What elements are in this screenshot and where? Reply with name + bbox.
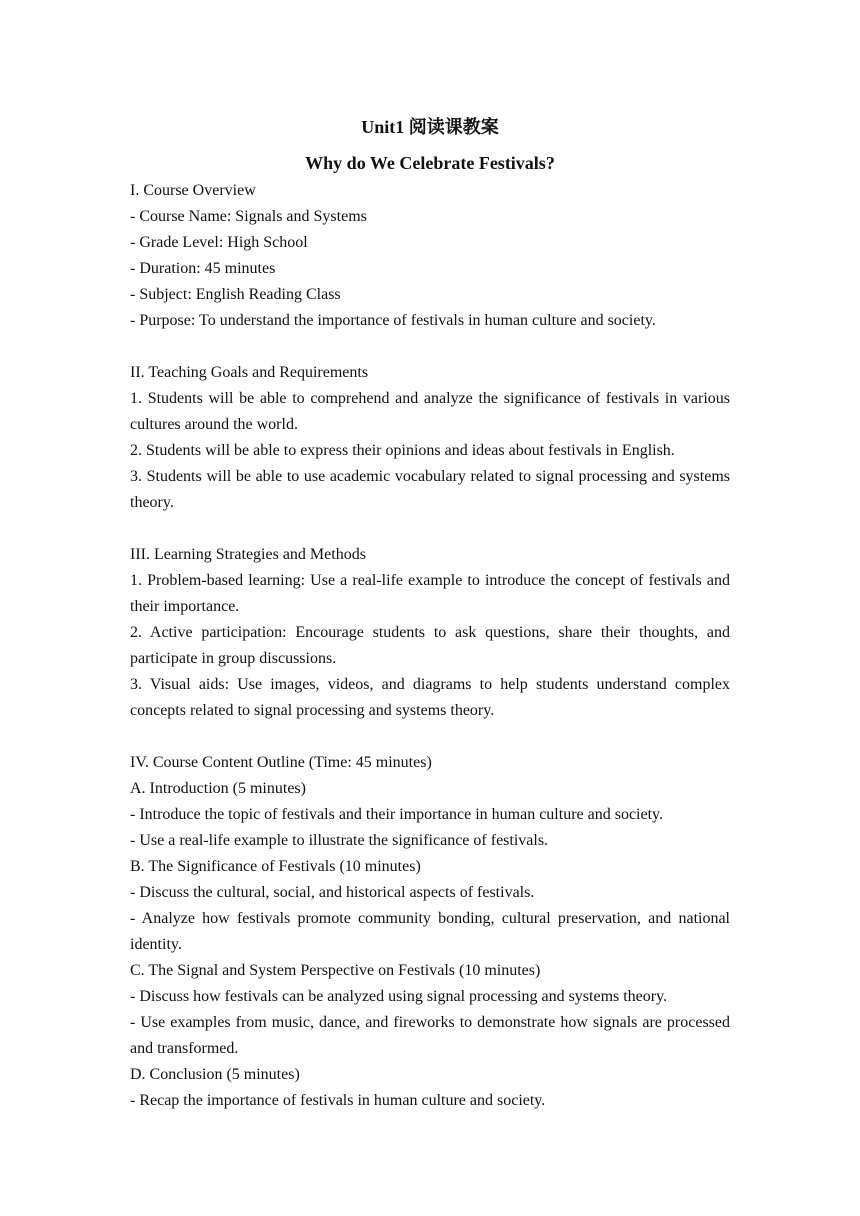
- section-heading: I. Course Overview: [130, 182, 256, 199]
- section-course-content-outline: [130, 750, 730, 1114]
- paragraph-spacer: [130, 724, 730, 750]
- section-line: - Discuss how festivals can be analyzed using signal processing and systems theory.: [130, 988, 668, 1005]
- document-title: Unit1 阅读课教案: [361, 117, 499, 137]
- section-line: D. Conclusion (5 minutes): [130, 1066, 300, 1083]
- section-line: - Introduce the topic of festivals and their importance in human culture and society.: [130, 806, 664, 823]
- paragraph-spacer: [130, 334, 730, 360]
- section-line: 2. Active participation: Encourage students to ask questions, share their thoughts, and participate in group discussions.: [130, 624, 730, 667]
- section-line: - Discuss the cultural, social, and historical aspects of festivals.: [130, 884, 535, 901]
- section-line: 3. Students will be able to use academic vocabulary related to signal processing and systems theory.: [130, 468, 730, 511]
- section-learning-strategies: [130, 542, 730, 724]
- section-line: B. The Significance of Festivals (10 minutes): [130, 858, 421, 875]
- document-body: [130, 112, 730, 1114]
- section-line: 3. Visual aids: Use images, videos, and diagrams to help students understand complex concepts related to signal processing and systems theory.: [130, 676, 730, 719]
- section-line: - Use a real-life example to illustrate the significance of festivals.: [130, 832, 549, 849]
- section-line: - Course Name: Signals and Systems: [130, 208, 367, 225]
- paragraph-spacer: [130, 516, 730, 542]
- section-line: - Grade Level: High School: [130, 234, 308, 251]
- section-line: 2. Students will be able to express their opinions and ideas about festivals in English.: [130, 442, 675, 459]
- section-line: 1. Problem-based learning: Use a real-life example to introduce the concept of festivals and their importance.: [130, 572, 730, 615]
- document-subtitle: Why do We Celebrate Festivals?: [305, 153, 555, 173]
- section-line: - Purpose: To understand the importance of festivals in human culture and society.: [130, 312, 656, 329]
- section-heading: III. Learning Strategies and Methods: [130, 546, 366, 563]
- section-heading: II. Teaching Goals and Requirements: [130, 364, 369, 381]
- section-teaching-goals: [130, 360, 730, 516]
- section-line: - Recap the importance of festivals in human culture and society.: [130, 1092, 546, 1109]
- section-line: - Use examples from music, dance, and fireworks to demonstrate how signals are processed and transformed.: [130, 1014, 730, 1057]
- section-line: - Analyze how festivals promote community bonding, cultural preservation, and national identity.: [130, 910, 730, 953]
- section-line: - Subject: English Reading Class: [130, 286, 341, 303]
- section-line: C. The Signal and System Perspective on Festivals (10 minutes): [130, 962, 541, 979]
- section-course-overview: [130, 178, 730, 334]
- section-line: 1. Students will be able to comprehend and analyze the significance of festivals in various cultures around the world.: [130, 390, 730, 433]
- section-line: A. Introduction (5 minutes): [130, 780, 306, 797]
- section-line: - Duration: 45 minutes: [130, 260, 276, 277]
- section-heading: IV. Course Content Outline (Time: 45 minutes): [130, 754, 432, 771]
